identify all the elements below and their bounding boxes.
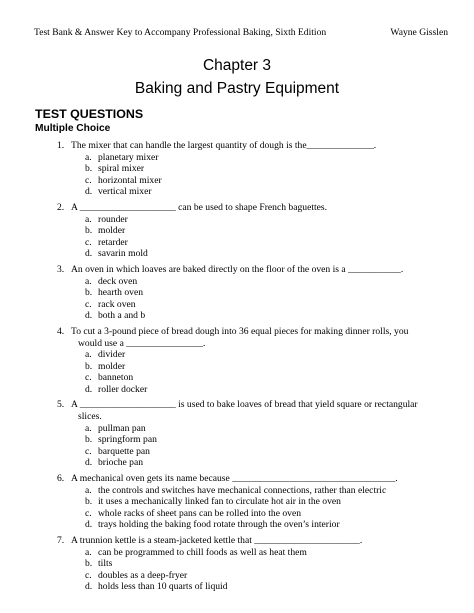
option-letter: d. <box>85 248 93 260</box>
answer-option <box>0 175 474 187</box>
question-item <box>0 399 474 469</box>
option-letter: d. <box>85 383 93 395</box>
option-text: holds less than 10 quarts of liquid <box>98 581 228 593</box>
question-number: 3. <box>57 263 65 275</box>
question-text: A mechanical oven gets its name because __________________________________. <box>71 473 398 485</box>
question-item <box>0 202 474 260</box>
question-text: The mixer that can handle the largest quantity of dough is the______________. <box>71 140 377 151</box>
option-letter: d. <box>85 186 93 198</box>
option-letter: c. <box>85 298 92 310</box>
option-letter: a. <box>85 422 92 434</box>
option-letter: c. <box>85 569 92 581</box>
option-letter: b. <box>85 360 93 372</box>
question-text: A ____________________ is used to bake loaves of bread that yield square or rectangular <box>71 399 418 411</box>
option-letter: a. <box>85 484 92 496</box>
option-text: rounder <box>98 213 128 225</box>
option-text: vertical mixer <box>98 186 152 198</box>
answer-option <box>0 361 474 373</box>
answer-option <box>0 570 474 582</box>
chapter-title: Chapter 3 <box>202 57 272 74</box>
question-line <box>0 399 474 411</box>
option-text: rack oven <box>98 298 136 310</box>
option-text: it uses a mechanically linked fan to circulate hot air in the oven <box>98 496 341 508</box>
option-text: can be programmed to chill foods as well as heat them <box>98 546 307 558</box>
option-letter: c. <box>85 445 92 457</box>
option-letter: b. <box>85 558 93 570</box>
option-letter: c. <box>85 507 92 519</box>
option-letter: a. <box>85 546 92 558</box>
option-text: springform pan <box>98 434 157 446</box>
question-text: A ____________________ can be used to shape French baguettes. <box>71 201 328 213</box>
option-text: horizontal mixer <box>98 174 162 186</box>
option-text: hearth oven <box>98 287 144 299</box>
option-text: molder <box>98 225 126 237</box>
running-header <box>34 27 448 38</box>
answer-option <box>0 423 474 435</box>
answer-option <box>0 457 474 469</box>
question-line <box>0 338 474 350</box>
option-letter: d. <box>85 519 93 531</box>
subsection-heading: Multiple Choice <box>35 123 111 134</box>
answer-option <box>0 152 474 164</box>
answer-option <box>0 547 474 559</box>
option-text: pullman pan <box>98 422 146 434</box>
answer-option <box>0 349 474 361</box>
answer-option <box>0 485 474 497</box>
answer-option <box>0 186 474 198</box>
option-letter: a. <box>85 349 92 361</box>
question-item <box>0 326 474 396</box>
answer-option <box>0 287 474 299</box>
option-text: banneton <box>98 372 134 384</box>
option-text: barquette pan <box>98 445 150 457</box>
option-text: doubles as a deep-fryer <box>98 569 188 581</box>
question-number: 6. <box>57 473 65 485</box>
option-letter: c. <box>85 174 92 186</box>
option-letter: d. <box>85 581 93 593</box>
answer-option <box>0 163 474 175</box>
answer-option <box>0 581 474 593</box>
chapter-subtitle: Baking and Pastry Equipment <box>134 80 340 97</box>
option-text: divider <box>98 349 126 361</box>
answer-option <box>0 310 474 322</box>
answer-option <box>0 434 474 446</box>
option-text: roller docker <box>98 383 148 395</box>
option-letter: a. <box>85 151 92 163</box>
question-number: 4. <box>57 325 65 337</box>
answer-option <box>0 214 474 226</box>
answer-option <box>0 558 474 570</box>
option-letter: b. <box>85 496 93 508</box>
question-item <box>0 535 474 593</box>
option-text: spiral mixer <box>98 163 145 175</box>
option-letter: d. <box>85 457 93 469</box>
question-line <box>0 140 474 152</box>
option-letter: b. <box>85 434 93 446</box>
section-heading: TEST QUESTIONS <box>35 107 144 121</box>
option-text: trays holding the baking food rotate through the oven’s interior <box>98 519 340 531</box>
header-author: Wayne Gisslen <box>390 27 448 38</box>
question-number: 5. <box>57 399 65 411</box>
answer-option <box>0 508 474 520</box>
option-letter: a. <box>85 275 92 287</box>
question-line <box>0 264 474 276</box>
answer-option <box>0 519 474 531</box>
question-number: 2. <box>57 201 65 213</box>
question-item <box>0 473 474 531</box>
answer-option <box>0 496 474 508</box>
option-letter: b. <box>85 225 93 237</box>
option-text: deck oven <box>98 275 138 287</box>
option-letter: a. <box>85 213 92 225</box>
option-letter: d. <box>85 310 93 322</box>
question-number: 1. <box>57 140 65 151</box>
option-text: the controls and switches have mechanical connections, rather than electric <box>98 484 387 496</box>
option-text: both a and b <box>98 310 146 322</box>
question-line <box>0 202 474 214</box>
option-letter: c. <box>85 236 92 248</box>
answer-option <box>0 446 474 458</box>
answer-option <box>0 248 474 260</box>
question-text: To cut a 3-pound piece of bread dough into 36 equal pieces for making dinner rolls, you <box>71 325 409 337</box>
option-text: whole racks of sheet pans can be rolled into the oven <box>98 507 302 519</box>
answer-option <box>0 225 474 237</box>
question-line <box>0 535 474 547</box>
question-item <box>0 140 474 198</box>
question-line <box>0 326 474 338</box>
answer-option <box>0 384 474 396</box>
answer-option <box>0 276 474 288</box>
question-line <box>0 473 474 485</box>
question-text: A trunnion kettle is a steam-jacketed kettle that ______________________. <box>71 535 363 546</box>
option-text: retarder <box>98 236 128 248</box>
question-text: would use a ________________. <box>78 337 206 349</box>
question-list <box>0 140 474 593</box>
answer-option <box>0 299 474 311</box>
option-letter: b. <box>85 287 93 299</box>
answer-option <box>0 372 474 384</box>
option-text: molder <box>98 360 126 372</box>
question-line <box>0 411 474 423</box>
option-text: brioche pan <box>98 457 144 469</box>
option-text: planetary mixer <box>98 151 159 163</box>
option-text: savarin mold <box>98 248 148 260</box>
answer-option <box>0 237 474 249</box>
header-book-title: Test Bank & Answer Key to Accompany Professional Baking, Sixth Edition <box>34 27 327 38</box>
option-text: tilts <box>98 558 113 570</box>
question-text: slices. <box>78 411 102 423</box>
question-item <box>0 264 474 322</box>
option-letter: b. <box>85 163 93 175</box>
question-text: An oven in which loaves are baked directly on the floor of the oven is a ___________. <box>71 263 404 275</box>
question-number: 7. <box>57 535 65 546</box>
option-letter: c. <box>85 372 92 384</box>
